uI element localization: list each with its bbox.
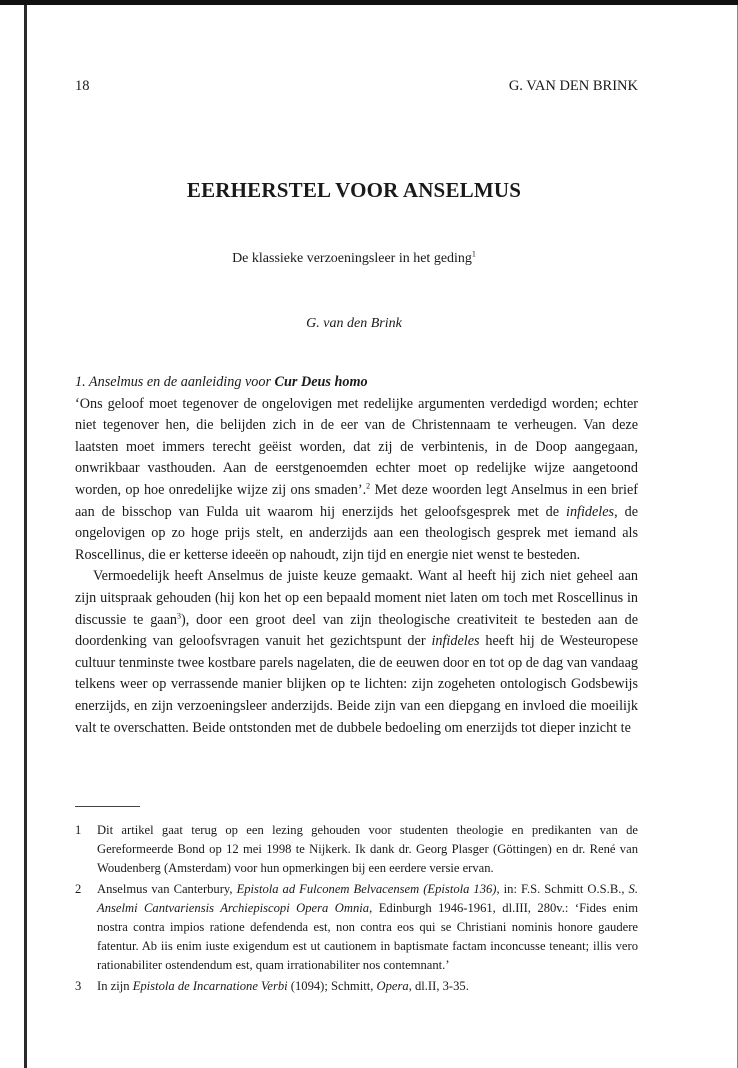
paragraph-2	[75, 566, 638, 739]
p1-text-3: , de ongelovigen op zo hoge prijs stelt, en anderzijds aan een theologisch gesprek met iemand als Roscellinus, die er ketterse ideeën op nahoudt, zijn tijd en energie niet wenst te besteden.	[75, 503, 638, 563]
p1-italic-infideles: infideles	[566, 503, 615, 520]
p2-text-2: ), door een groot deel van zijn theologische creativiteit te besteden aan de doordenking van geloofsvragen vanuit het gezichtspunt der	[75, 611, 638, 650]
page-number: 18	[75, 78, 90, 94]
footnote-ref-3[interactable]: 3	[176, 610, 181, 620]
p2-text-1: Vermoedelijk heeft Anselmus de juiste keuze gemaakt. Want al heeft hij zich niet geheel aan zijn uitspraak gehouden (hij kon het op een bepaald moment niet laten om toch met Roscellinus in discussie te gaan	[75, 568, 638, 628]
fn2-part-b: Epistola ad Fulconem Belvacensem (Epistola 136)	[236, 881, 497, 896]
footnote-text	[97, 977, 638, 996]
section-heading-work: Cur Deus homo	[274, 374, 368, 390]
section-heading-prefix: 1. Anselmus en de aanleiding voor	[75, 374, 275, 390]
fn2-part-c: , in: F.S. Schmitt O.S.B.,	[496, 881, 629, 896]
footnote-ref-2[interactable]: 2	[366, 481, 371, 491]
scan-left-edge	[24, 5, 27, 1068]
paragraph-1	[75, 394, 638, 567]
footnote-3	[75, 977, 638, 996]
fn3-part-d: Opera	[376, 978, 409, 993]
footnote-separator	[75, 806, 140, 807]
p1-text-1: ‘Ons geloof moet tegenover de ongelovigen met redelijke argumenten verdedigd worden; echter niet tegenover hen, die belijden zich in de eer van de Christennaam te verheugen. Van deze laatsten moet immers terecht geëist worden, dat zij de verbintenis, in de Doop aangegaan, onwrikbaar vasthouden. Aan de eerstgenoemden echter moet op redelijke wijze aangetoond worden, op hoe onredelijke wijze zij ons smaden’.	[75, 395, 638, 498]
footnote-text	[97, 880, 638, 976]
p1-text-2: Met deze woorden legt Anselmus in een brief aan de bisschop van Fulda uit waarom hij enerzijds het geloofsgesprek met de	[75, 481, 638, 520]
footnote-text: Dit artikel gaat terug op een lezing gehouden voor studenten theologie en predikanten van de Gereformeerde Bond op 12 mei 1998 te Nijkerk. Ik dank dr. Georg Plasger (Göttingen) en dr. René van Woudenberg (Amsterdam) voor hun opmerkingen bij een eerdere versie ervan.	[97, 823, 638, 876]
fn3-part-b: Epistola de Incarnatione Verbi	[132, 978, 288, 993]
footnote-number: 1	[75, 823, 82, 837]
footnote-1	[75, 821, 638, 879]
subtitle-text: De klassieke verzoeningsleer in het geding	[232, 251, 472, 266]
footnote-number: 3	[75, 978, 82, 993]
fn3-part-c: (1094); Schmitt,	[287, 978, 377, 993]
running-author: G. VAN DEN BRINK	[508, 78, 638, 94]
fn2-part-e: , Edinburgh 1946-1961, dl.III, 280v.: ‘Fides enim nostra contra impios ratione defendenda est, non contra eos qui se Christiani nominis honore gaudere fatentur. Ab iis enim iuste exigendum est ut cautionem in baptismate factam inconcusse teneant; illis vero rationabiliter ostendendum est, quam irrationabiliter nos contemnant.’	[97, 900, 638, 973]
p2-italic-infideles: infideles	[431, 633, 480, 650]
subtitle-footnote-ref[interactable]: 1	[471, 249, 476, 259]
fn3-part-a: In zijn	[97, 978, 133, 993]
article-author: G. van den Brink	[306, 316, 402, 331]
footnotes	[75, 821, 638, 997]
body-text	[75, 372, 638, 739]
p2-text-3: heeft hij de Westeuropese cultuur tenminste twee kostbare parels nagelaten, die de eeuwen door en tot op de dag van vandaag telkens weer op verrassende manier blijken op te lichten: zijn zogeheten ontologisch Godsbewijs enerzijds, en zijn verzoeningsleer anderzijds. Beide zijn van een diepgang en invloed die moeilijk valt te overschatten. Beide ontstonden met de dubbele bedoeling om enerzijds tot dieper inzicht te	[75, 633, 638, 736]
article-title: EERHERSTEL VOOR ANSELMUS	[186, 178, 522, 202]
footnote-2	[75, 880, 638, 976]
article-subtitle	[0, 251, 708, 267]
footnote-number: 2	[75, 881, 82, 896]
fn2-part-d: S. Anselmi Cantvariensis Archiepiscopi Opera Omnia	[97, 881, 638, 915]
section-heading	[75, 372, 638, 394]
fn3-part-e: , dl.II, 3-35.	[408, 978, 469, 993]
running-header	[75, 78, 638, 95]
fn2-part-a: Anselmus van Canterbury,	[97, 881, 237, 896]
scan-top-edge	[0, 0, 738, 5]
